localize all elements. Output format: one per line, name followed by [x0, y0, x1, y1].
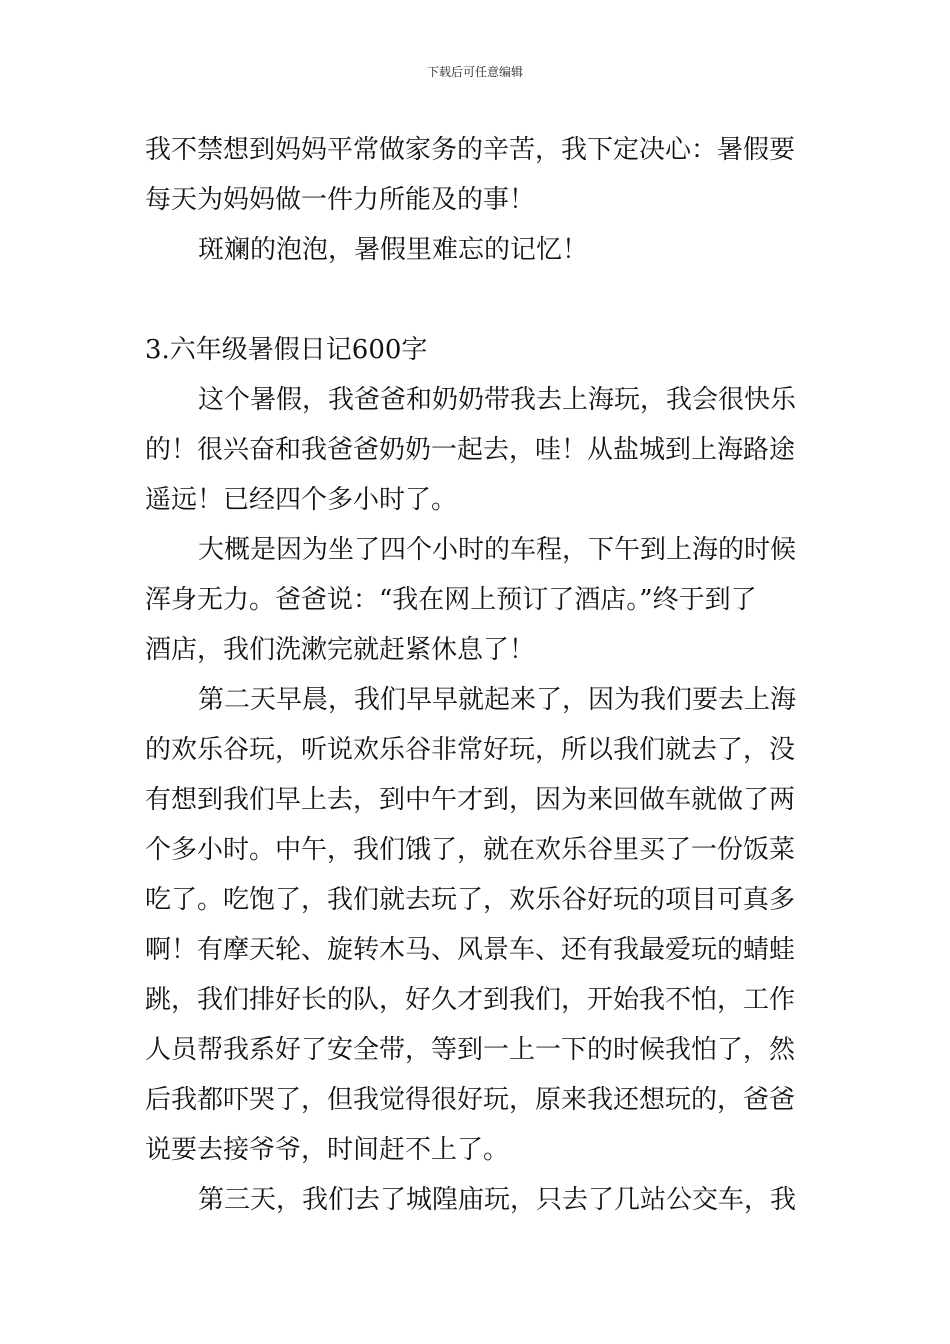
section-heading: 3.六年级暑假日记600字	[145, 335, 428, 365]
text-line: 斑斓的泡泡，暑假里难忘的记忆！	[198, 235, 589, 265]
paragraph	[145, 125, 809, 225]
text-line: 大概是因为坐了四个小时的车程，下午到上海的时候	[198, 535, 797, 565]
paragraph	[145, 375, 809, 525]
page-header: 下载后可任意编辑	[426, 65, 523, 79]
blank-line	[145, 275, 809, 325]
text-line: 每天为妈妈做一件力所能及的事！	[145, 185, 536, 215]
text-line: 后我都吓哭了，但我觉得很好玩，原来我还想玩的，爸爸	[145, 1085, 796, 1115]
text-line: 人员帮我系好了安全带，等到一上一下的时候我怕了，然	[145, 1035, 796, 1065]
text-line: 的！很兴奋和我爸爸奶奶一起去，哇！从盐城到上海路途	[145, 435, 796, 465]
text-line: 说要去接爷爷，时间赶不上了。	[145, 1135, 510, 1165]
paragraph	[145, 675, 809, 1175]
text-line: 个多小时。中午，我们饿了，就在欢乐谷里买了一份饭菜	[145, 835, 796, 865]
paragraph	[145, 225, 809, 275]
document-body	[145, 125, 809, 1225]
text-line: 遥远！已经四个多小时了。	[145, 485, 458, 515]
text-line: 酒店，我们洗漱完就赶紧休息了！	[145, 635, 536, 665]
text-line: 这个暑假，我爸爸和奶奶带我去上海玩，我会很快乐	[198, 385, 797, 415]
text-line: 吃了。吃饱了，我们就去玩了，欢乐谷好玩的项目可真多	[145, 885, 796, 915]
text-line: 我不禁想到妈妈平常做家务的辛苦，我下定决心：暑假要	[145, 135, 796, 165]
paragraph	[145, 525, 809, 675]
text-line: 浑身无力。爸爸说：“我在网上预订了酒店。”终于到了	[145, 585, 757, 615]
text-line: 跳，我们排好长的队，好久才到我们，开始我不怕，工作	[145, 985, 796, 1015]
text-line: 有想到我们早上去，到中午才到，因为来回做车就做了两	[145, 785, 796, 815]
text-line: 的欢乐谷玩，听说欢乐谷非常好玩，所以我们就去了，没	[145, 735, 796, 765]
paragraph	[145, 1175, 809, 1225]
text-line: 第二天早晨，我们早早就起来了，因为我们要去上海	[198, 685, 797, 715]
text-line: 第三天，我们去了城隍庙玩，只去了几站公交车，我	[198, 1185, 797, 1215]
text-line: 啊！有摩天轮、旋转木马、风景车、还有我最爱玩的蜻蛙	[145, 935, 796, 965]
